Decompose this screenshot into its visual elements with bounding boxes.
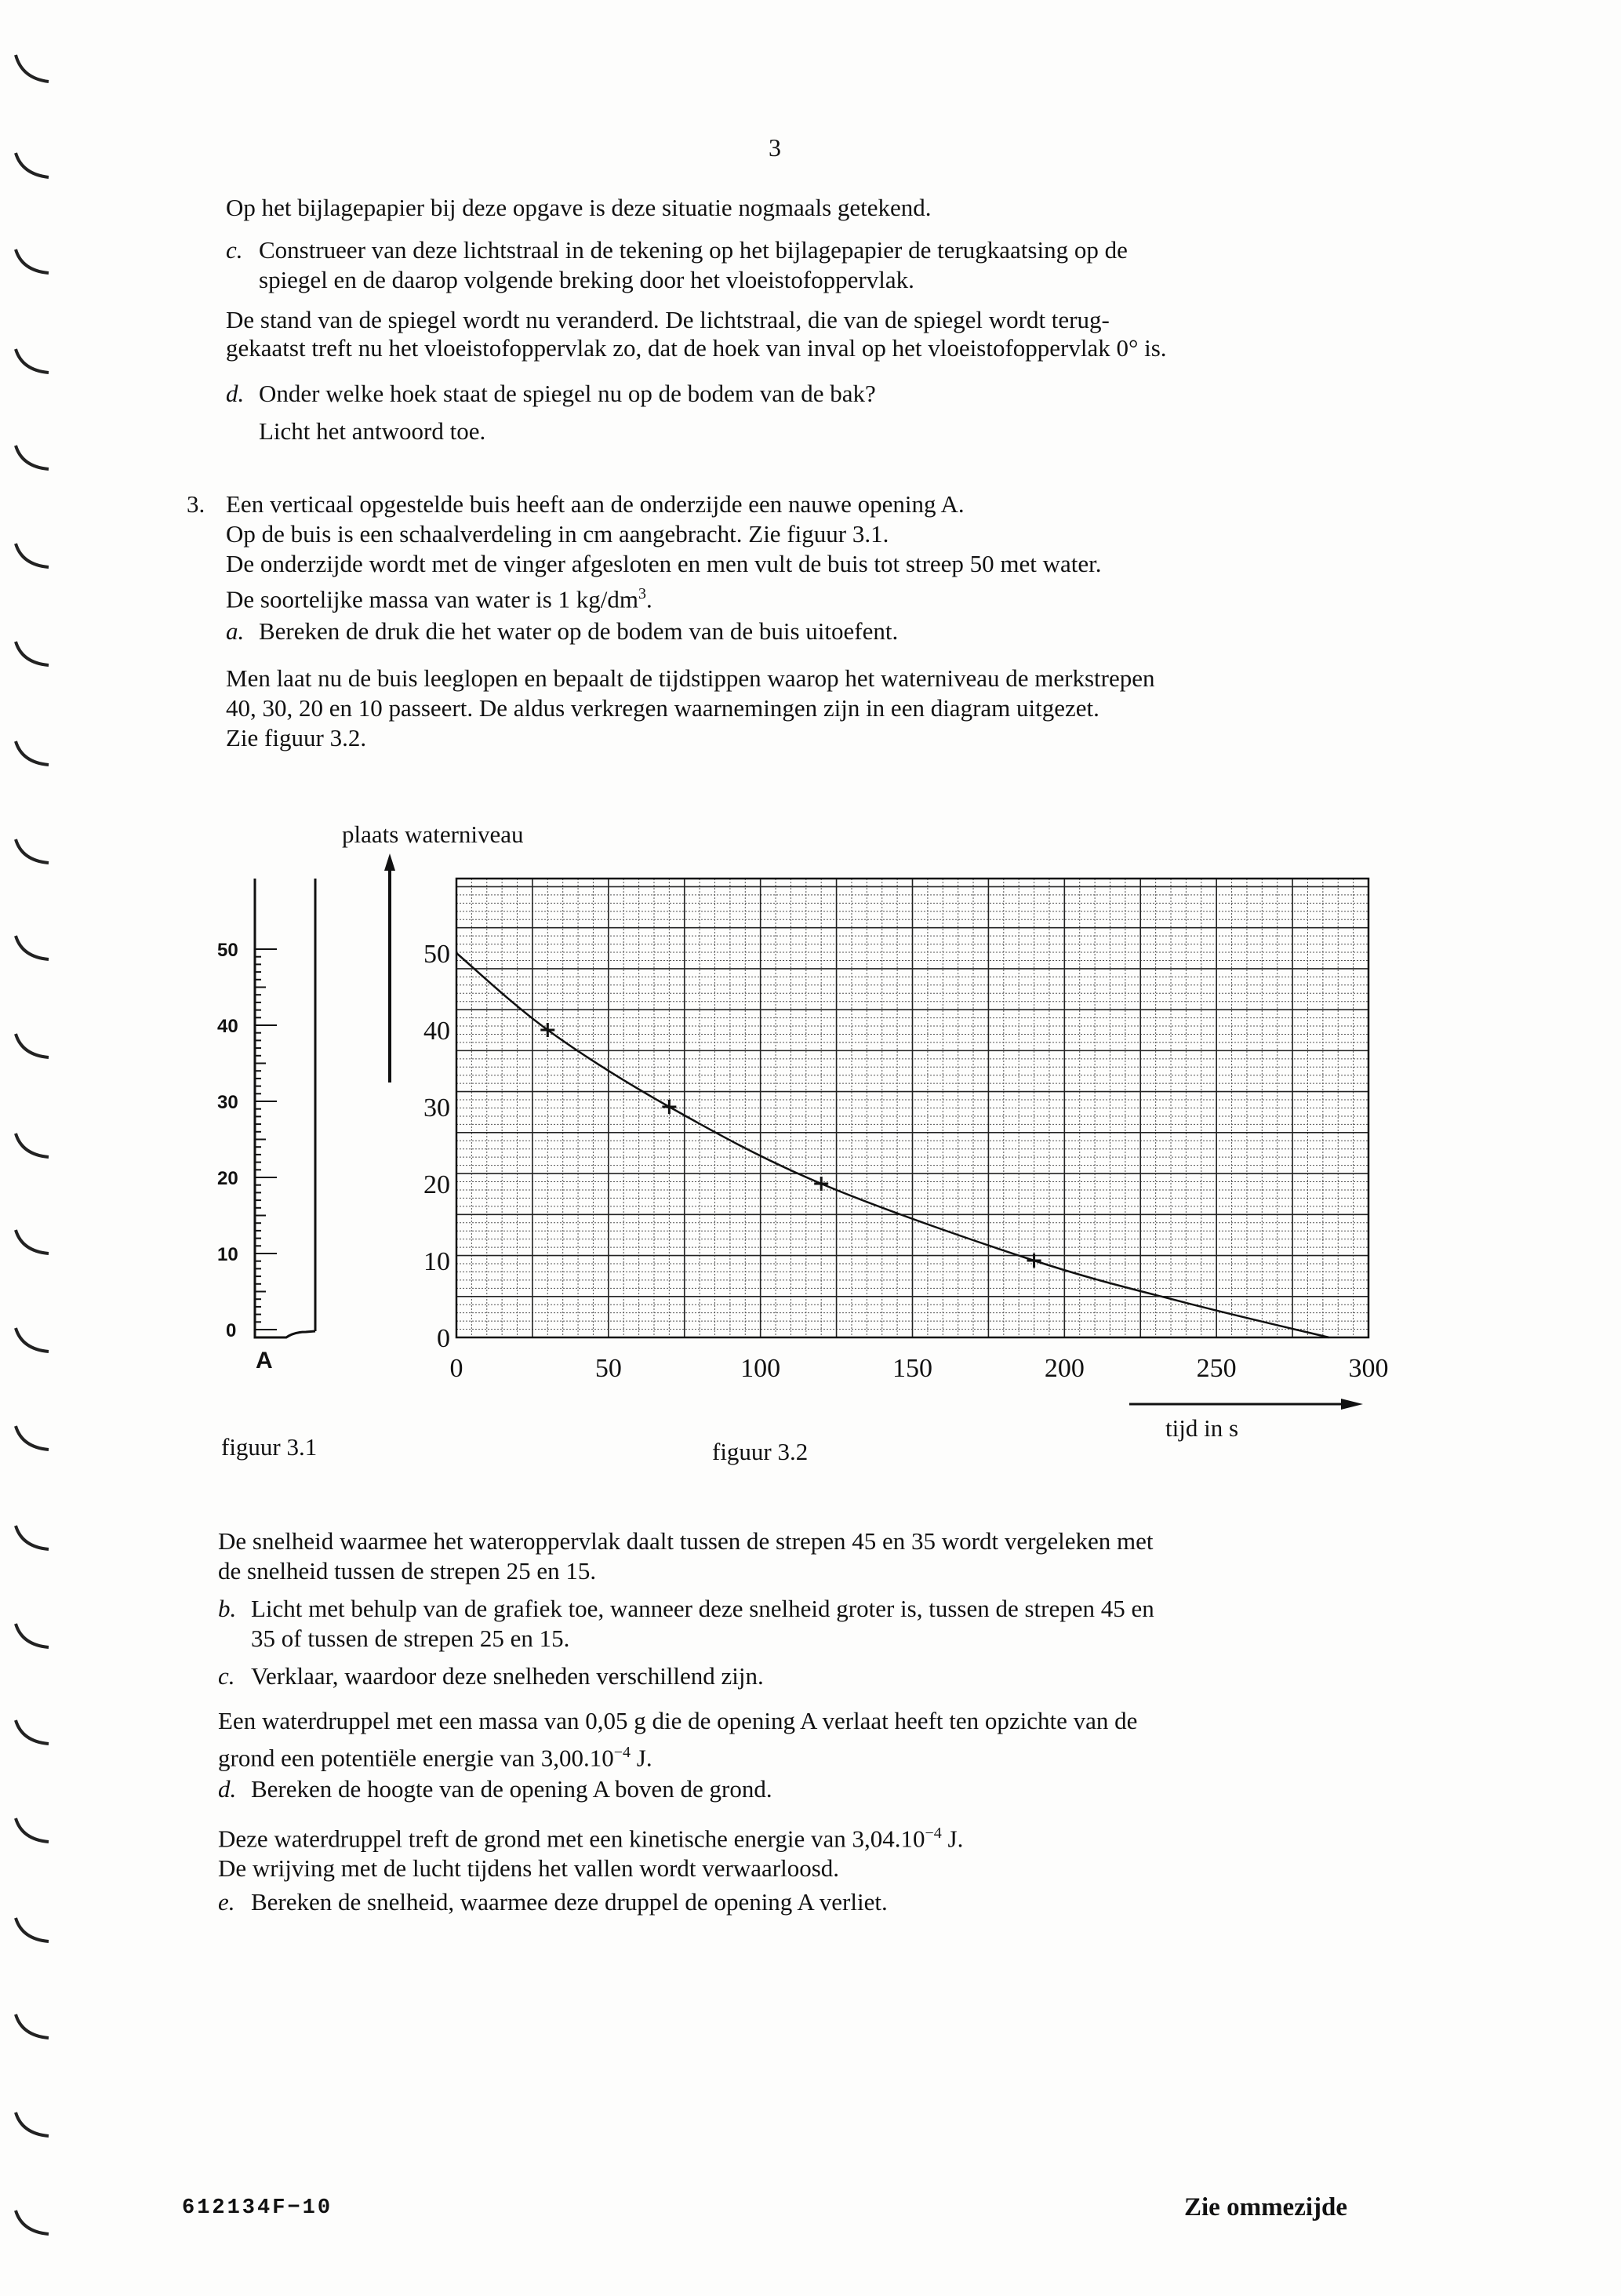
paragraph-snelheid: De snelheid waarmee het wateroppervlak daalt tussen de strepen 45 en 35 wordt vergeleken met de snelheid tussen de strepen 25 en 15. [218, 1527, 1154, 1585]
y-tick-label: 40 [423, 1017, 450, 1046]
question-3e: e. Bereken de snelheid, waarmee deze druppel de opening A verliet. [218, 1888, 888, 1916]
question-3d: d. Bereken de hoogte van de opening A boven de grond. [218, 1775, 772, 1803]
y-tick-label: 10 [423, 1247, 450, 1276]
question-label: d. [218, 1775, 237, 1803]
figure-3-1-caption: figuur 3.1 [221, 1433, 318, 1461]
paragraph-druppel: Een waterdruppel met een massa van 0,05 g die de opening A verlaat heeft ten opzichte van de grond een potentiële energie van $3,00.10^{-4}$ J. [218, 1707, 1138, 1772]
measurement-marker [662, 1100, 676, 1114]
x-tick-label: 250 [1196, 1354, 1237, 1383]
scale-label-30: 30 [217, 1092, 238, 1113]
question-3a: a. Bereken de druk die het water op de bodem van de buis uitoefent. [226, 617, 899, 645]
turn-over-note: Zie ommezijde [1184, 2193, 1348, 2221]
page-number: 3 [769, 133, 781, 162]
y-axis-arrowhead [384, 853, 395, 871]
question-label: b. [218, 1595, 237, 1622]
question-label: e. [218, 1888, 235, 1916]
scale-label-10: 10 [217, 1244, 238, 1265]
x-tick-label: 150 [892, 1354, 932, 1383]
binding-margin [0, 0, 55, 2292]
x-tick-label: 200 [1044, 1354, 1085, 1383]
measurement-marker [814, 1177, 828, 1191]
scale-label-20: 20 [217, 1168, 238, 1189]
question-label: d. [226, 380, 245, 407]
y-tick-label: 0 [437, 1324, 450, 1353]
paragraph-leeglopen: Men laat nu de buis leeglopen en bepaalt de tijdstippen waarop het waterniveau de merkstrepen 40, 30, 20 en 10 passeert. De aldus verkregen waarnemingen zijn in een diagram uitgezet. Zie figuur 3.2. [226, 664, 1155, 751]
chart-3-2 [369, 847, 1412, 1435]
scale-label-0: 0 [226, 1320, 237, 1341]
paragraph-spiegel: De stand van de spiegel wordt nu veranderd. De lichtstraal, die van de spiegel wordt terug- gekaatst treft nu het vloeistofoppervlak zo, dat de hoek van inval op het vloeistofoppervlak 0° is. [226, 306, 1167, 362]
question-2c: c. Construeer van deze lichtstraal in de tekening op het bijlagepapier de terugkaatsing op de spiegel en de daarop volgende breking door het vloeistofoppervlak. [226, 236, 1128, 293]
question-2d: d. Onder welke hoek staat de spiegel nu op de bodem van de bak? Licht het antwoord toe. [226, 375, 876, 450]
scale-label-40: 40 [217, 1016, 238, 1037]
question-3b: b. Licht met behulp van de grafiek toe, wanneer deze snelheid groter is, tussen de strepen 45 en 35 of tussen de strepen 25 en 15. [218, 1595, 1154, 1652]
x-tick-label: 0 [449, 1354, 463, 1383]
question-label: c. [226, 236, 243, 264]
measurement-marker [540, 1023, 554, 1037]
intro-line: Op het bijlagepapier bij deze opgave is deze situatie nogmaals getekend. [226, 194, 932, 221]
y-tick-label: 30 [423, 1093, 450, 1123]
binding-ticks [0, 0, 55, 2292]
question-label: a. [226, 617, 245, 645]
chart-y-axis-label: plaats waterniveau [342, 821, 524, 848]
chart-x-axis-label: tijd in s [1165, 1414, 1239, 1442]
x-tick-label: 50 [594, 1354, 622, 1383]
question-number: 3. [187, 490, 205, 518]
figure-3-2-caption: figuur 3.2 [712, 1438, 809, 1465]
y-tick-label: 20 [423, 1170, 450, 1199]
question-label: c. [218, 1662, 235, 1690]
y-tick-label: 50 [423, 940, 450, 969]
x-axis-arrowhead [1341, 1399, 1363, 1410]
exam-code: 612134F−10 [182, 2196, 333, 2220]
x-tick-label: 300 [1348, 1354, 1389, 1383]
question-3-intro: 3. Een verticaal opgestelde buis heeft aan de onderzijde een nauwe opening A. Op de buis is een schaalverdeling in cm aangebracht. Zie figuur 3.1. De onderzijde wordt met de vinger afgesloten en men vult de buis tot streep 50 met water. De soortelijke massa van water is 1 $kg/dm^3$. [187, 490, 1102, 613]
x-tick-label: 100 [740, 1354, 781, 1383]
paragraph-kinetisch: Deze waterdruppel treft de grond met een kinetische energie van $3,04.10^{-4}$ J. De wrijving met de lucht tijdens het vallen wordt verwaarloosd. [218, 1825, 964, 1883]
question-3c: c. Verklaar, waardoor deze snelheden verschillend zijn. [218, 1662, 764, 1690]
opening-label: A [256, 1348, 273, 1374]
scale-label-50: 50 [217, 940, 238, 961]
